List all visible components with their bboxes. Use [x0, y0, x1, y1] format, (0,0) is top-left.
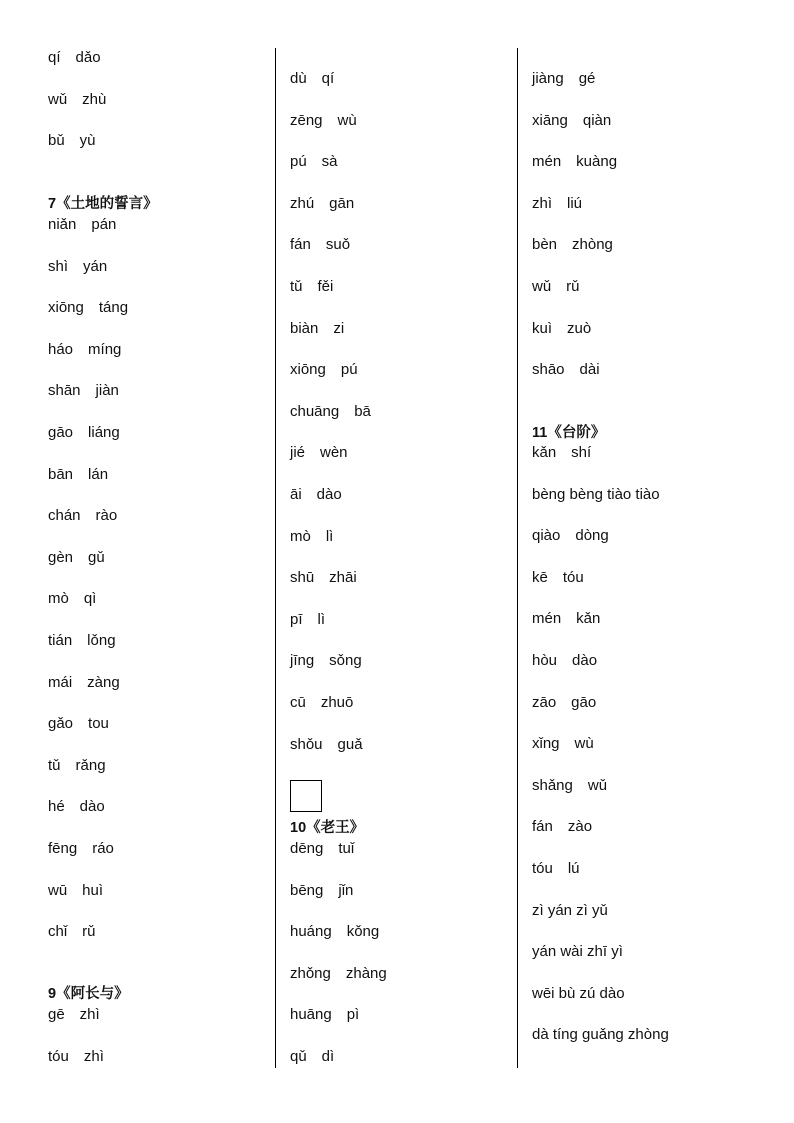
pinyin-item: wǔ zhù	[48, 90, 107, 108]
lesson-heading: 10《老王》	[290, 820, 365, 836]
pinyin-item: hòu dào	[532, 652, 598, 669]
pinyin-item: shāo dài	[532, 361, 600, 379]
pinyin-item: chuāng bā	[290, 402, 371, 420]
pinyin-item: bèn zhòng	[532, 236, 613, 254]
pinyin-item: gāo liáng	[48, 424, 120, 441]
pinyin-item: qí dǎo	[48, 49, 101, 66]
column-3	[532, 0, 762, 1123]
pinyin-item: mò lì	[290, 527, 334, 545]
pinyin-item: qiào dòng	[532, 527, 609, 545]
pinyin-item: xǐng wù	[532, 735, 594, 753]
pinyin-item: chán rào	[48, 507, 118, 525]
pinyin-item: yán wài zhī yì	[532, 943, 623, 961]
pinyin-item: tóu zhì	[48, 1047, 104, 1065]
pinyin-item: mén kuàng	[532, 153, 618, 171]
pinyin-item: tǔ fěi	[290, 278, 334, 295]
pinyin-item: xiāng qiàn	[532, 111, 612, 129]
pinyin-item: dà tíng guǎng zhòng	[532, 1026, 669, 1044]
pinyin-item: xiōng pú	[290, 361, 358, 379]
pinyin-item: huāng pì	[290, 1006, 360, 1024]
pinyin-item: shǎng wǔ	[532, 776, 608, 794]
pinyin-item: wū huì	[48, 881, 104, 899]
pinyin-item: kǎn shí	[532, 444, 592, 461]
pinyin-item: āi dào	[290, 486, 342, 503]
pinyin-item: huáng kǒng	[290, 923, 380, 941]
pinyin-item: pī lì	[290, 610, 326, 628]
pinyin-item: kuì zuò	[532, 319, 592, 337]
pinyin-item: cū zhuō	[290, 694, 354, 711]
pinyin-item: pú sà	[290, 153, 338, 171]
pinyin-item: háo míng	[48, 340, 122, 358]
pinyin-item: wǔ rǔ	[532, 278, 580, 295]
pinyin-item: bān lán	[48, 465, 109, 483]
pinyin-item: jié wèn	[290, 444, 348, 462]
pinyin-item: dēng tuǐ	[290, 840, 355, 857]
pinyin-item: fēng ráo	[48, 840, 114, 857]
pinyin-item: zhǒng zhàng	[290, 964, 387, 982]
pinyin-item: zāo gāo	[532, 693, 597, 711]
pinyin-item: wēi bù zú dào	[532, 984, 625, 1002]
empty-box	[290, 780, 322, 812]
lesson-heading: 11《台阶》	[532, 425, 606, 441]
pinyin-item: jiàng gé	[532, 70, 596, 87]
pinyin-item: dù qí	[290, 70, 335, 87]
pinyin-item: gǎo tou	[48, 715, 109, 733]
pinyin-item: jīng sǒng	[290, 652, 362, 670]
lesson-heading: 7《土地的誓言》	[48, 196, 158, 212]
pinyin-item: tián lǒng	[48, 632, 116, 649]
pinyin-item: shǒu guǎ	[290, 735, 363, 753]
pinyin-item: mò qì	[48, 590, 97, 608]
pinyin-item: gē zhì	[48, 1006, 100, 1023]
pinyin-item: bèng bèng tiào tiào	[532, 485, 660, 503]
pinyin-item: bēng jǐn	[290, 881, 354, 899]
pinyin-item: tóu lú	[532, 860, 580, 877]
pinyin-item: zēng wù	[290, 111, 357, 129]
pinyin-item: fán suǒ	[290, 236, 351, 254]
pinyin-item: shū zhāi	[290, 569, 357, 587]
column-1	[48, 0, 278, 1123]
pinyin-item: tǔ rǎng	[48, 756, 106, 774]
pinyin-item: gèn gǔ	[48, 548, 105, 566]
pinyin-item: shì yán	[48, 257, 108, 275]
pinyin-item: mái zàng	[48, 673, 120, 691]
lesson-heading: 9《阿长与》	[48, 986, 129, 1002]
pinyin-item: qǔ dì	[290, 1048, 335, 1065]
pinyin-item: fán zào	[532, 818, 593, 836]
pinyin-item: xiōng táng	[48, 299, 129, 317]
pinyin-item: niǎn pán	[48, 216, 117, 233]
pinyin-item: shān jiàn	[48, 382, 119, 400]
pinyin-item: zì yán zì yǔ	[532, 901, 608, 919]
pinyin-item: hé dào	[48, 798, 105, 816]
column-2	[290, 0, 520, 1123]
pinyin-item: zhì liú	[532, 194, 583, 212]
pinyin-item: bǔ yù	[48, 132, 96, 150]
pinyin-item: kē tóu	[532, 568, 584, 586]
pinyin-item: chǐ rǔ	[48, 923, 96, 941]
pinyin-item: biàn zi	[290, 319, 345, 337]
pinyin-item: zhú gān	[290, 194, 355, 212]
pinyin-item: mén kǎn	[532, 610, 601, 628]
